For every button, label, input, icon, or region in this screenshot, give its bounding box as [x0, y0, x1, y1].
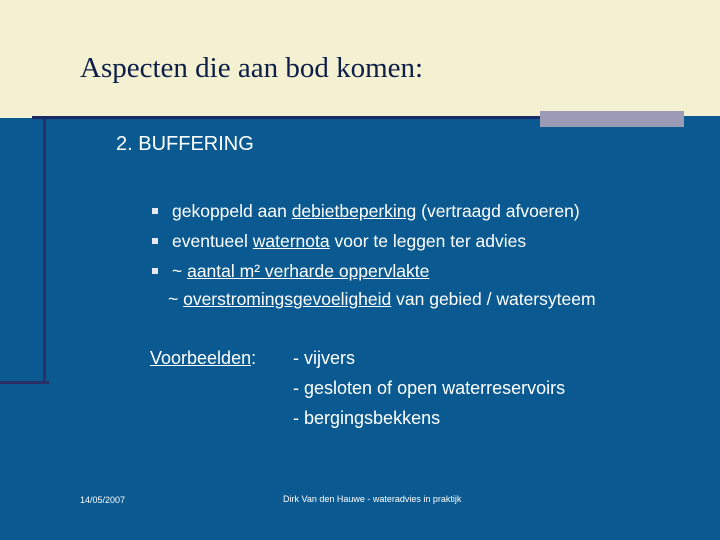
bullet-text: gekoppeld aan [172, 201, 292, 221]
title-rule [32, 116, 540, 119]
bullet-text: (vertraagd afvoeren) [416, 201, 580, 221]
example-item: - vijvers [293, 348, 355, 368]
section-heading: 2. BUFFERING [116, 133, 254, 155]
bullet-underlined-term: aantal m² verharde oppervlakte [187, 261, 430, 281]
slide-title: Aspecten die aan bod komen: [80, 52, 424, 84]
bullet-item [152, 256, 712, 286]
continuation-text: van gebied / watersyteem [391, 289, 596, 309]
left-strip-edge [0, 118, 46, 384]
example-item: - bergingsbekkens [293, 408, 441, 428]
examples-list [293, 343, 565, 433]
title-rule-accent [540, 111, 684, 127]
square-bullet-icon [152, 208, 158, 214]
examples-label-text: Voorbeelden [150, 348, 252, 368]
bullet-text: eventueel [172, 231, 253, 251]
bullet-item [152, 226, 712, 256]
examples-label-colon: : [251, 348, 257, 368]
square-bullet-icon [152, 268, 158, 274]
footer-text: Dirk Van den Hauwe - wateradvies in praktijk [283, 494, 462, 504]
bullet-text: voor te leggen ter advies [329, 231, 527, 251]
bullet-text: ~ [172, 261, 188, 281]
left-strip-top [0, 0, 46, 118]
left-strip-tick [0, 381, 49, 384]
continuation-text: ~ [168, 289, 184, 309]
bullet-continuation [168, 284, 596, 314]
footer-date: 14/05/2007 [80, 495, 126, 505]
bullet-underlined-term: debietbeperking [291, 201, 417, 221]
bullet-underlined-term: waternota [252, 231, 330, 251]
square-bullet-icon [152, 238, 158, 244]
bullet-list [152, 196, 712, 286]
bullet-item [152, 196, 712, 226]
examples-label [150, 343, 256, 373]
continuation-underlined-term: overstromingsgevoeligheid [183, 289, 392, 309]
example-item: - gesloten of open waterreservoirs [293, 378, 566, 398]
